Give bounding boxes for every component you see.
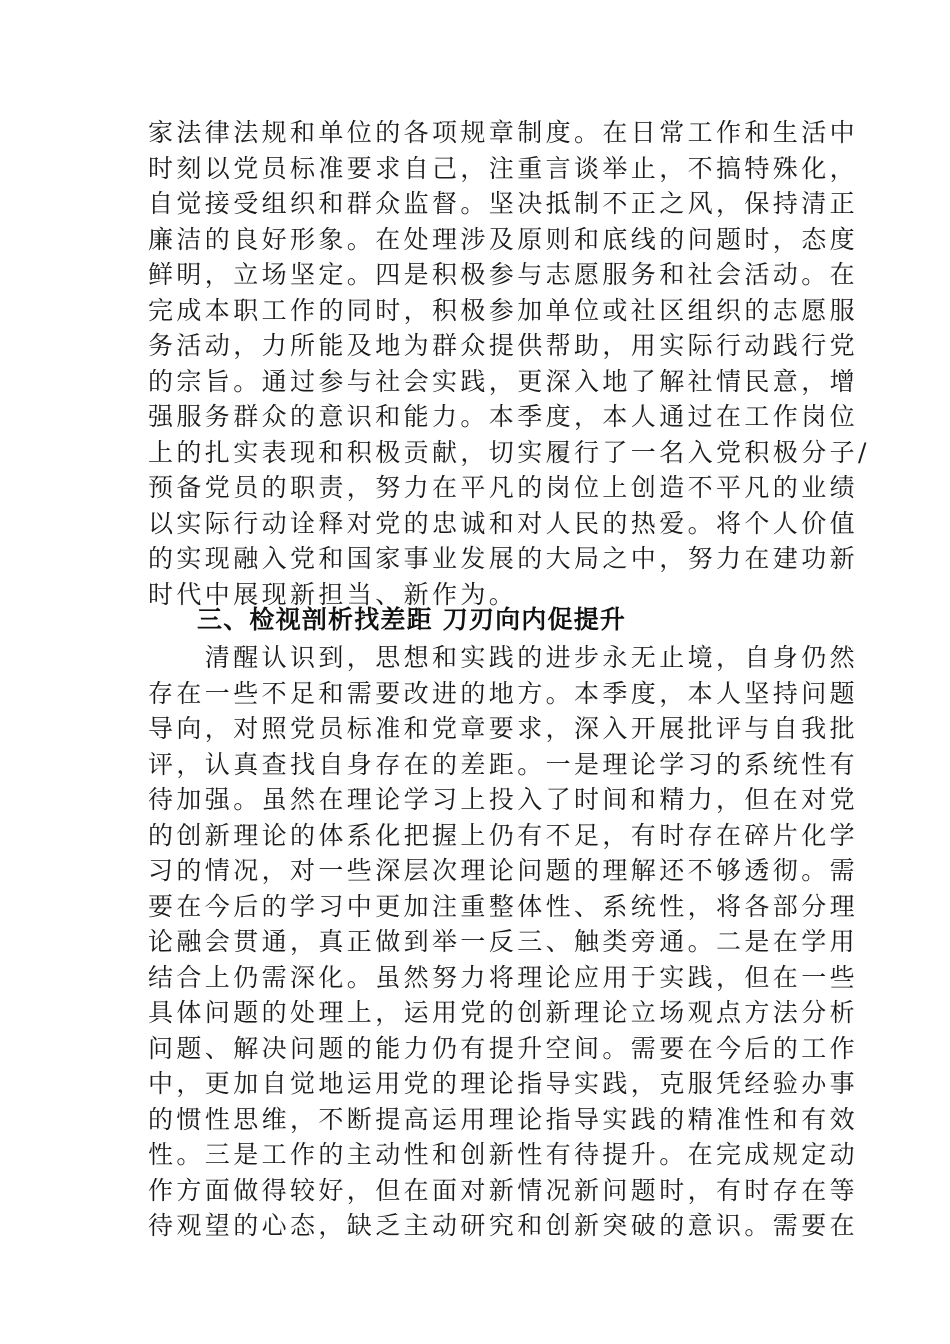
text-line: 中，更加自觉地运用党的理论指导实践，克服凭经验办事 <box>148 1069 859 1098</box>
text-line: 导向，对照党员标准和党章要求，深入开展批评与自我批 <box>148 714 859 743</box>
text-line: 以实际行动诠释对党的忠诚和对人民的热爱。将个人价值 <box>148 508 859 538</box>
text-line: 性。三是工作的主动性和创新性有待提升。在完成规定动 <box>148 1140 859 1169</box>
text-line: 结合上仍需深化。虽然努力将理论应用于实践，但在一些 <box>148 962 859 992</box>
text-line: 的实现融入党和国家事业发展的大局之中，努力在建功新 <box>148 544 859 573</box>
text-line: 的惯性思维，不断提高运用理论指导实践的精准性和有效 <box>148 1104 859 1134</box>
section-heading: 三、检视剖析找差距 刀刃向内促提升 <box>197 605 627 634</box>
text-line: 待观望的心态，缺乏主动研究和创新突破的意识。需要在 <box>148 1211 859 1240</box>
text-line: 预备党员的职责，努力在平凡的岗位上创造不平凡的业绩 <box>148 473 859 502</box>
text-line: 家法律法规和单位的各项规章制度。在日常工作和生活中 <box>148 118 859 147</box>
body-paragraph-2 <box>148 640 859 1244</box>
text-line: 要在今后的学习中更加注重整体性、系统性，将各部分理 <box>148 891 859 921</box>
text-line: 评，认真查找自身存在的差距。一是理论学习的系统性有 <box>148 749 859 779</box>
text-line: 问题、解决问题的能力仍有提升空间。需要在今后的工作 <box>148 1033 859 1063</box>
text-line: 清醒认识到，思想和实践的进步永无止境，自身仍然 <box>148 643 859 672</box>
text-line: 的创新理论的体系化把握上仍有不足，有时存在碎片化学 <box>148 820 859 850</box>
text-line: 论融会贯通，真正做到举一反三、触类旁通。二是在学用 <box>148 927 859 956</box>
text-line: 的宗旨。通过参与社会实践，更深入地了解社情民意，增 <box>148 366 859 396</box>
text-line: 上的扎实表现和积极贡献，切实履行了一名入党积极分子/ <box>148 437 870 467</box>
text-line: 完成本职工作的同时，积极参加单位或社区组织的志愿服 <box>148 295 859 325</box>
text-line: 存在一些不足和需要改进的地方。本季度，本人坚持问题 <box>148 678 859 708</box>
text-line: 鲜明，立场坚定。四是积极参与志愿服务和社会活动。在 <box>148 260 859 289</box>
text-line: 强服务群众的意识和能力。本季度，本人通过在工作岗位 <box>148 402 859 431</box>
text-line: 待加强。虽然在理论学习上投入了时间和精力，但在对党 <box>148 785 859 814</box>
body-paragraph-1 <box>148 115 870 612</box>
text-line: 务活动，力所能及地为群众提供帮助，用实际行动践行党 <box>148 331 859 360</box>
text-line: 时代中展现新担当、新作为。 <box>148 579 518 609</box>
text-line: 具体问题的处理上，运用党的创新理论立场观点方法分析 <box>148 998 859 1027</box>
text-line: 廉洁的良好形象。在处理涉及原则和底线的问题时，态度 <box>148 224 859 254</box>
text-line: 作方面做得较好，但在面对新情况新问题时，有时存在等 <box>148 1175 859 1205</box>
text-line: 时刻以党员标准要求自己，注重言谈举止，不搞特殊化， <box>148 153 859 183</box>
text-line: 习的情况，对一些深层次理论问题的理解还不够透彻。需 <box>148 856 859 885</box>
text-line: 自觉接受组织和群众监督。坚决抵制不正之风，保持清正 <box>148 189 859 218</box>
